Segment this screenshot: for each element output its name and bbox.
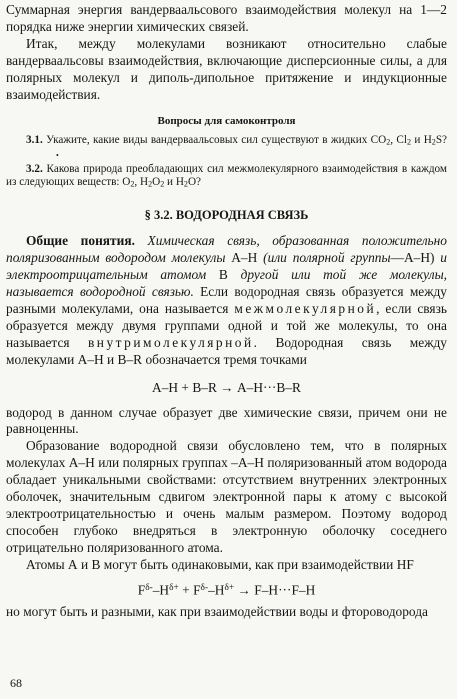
stray-mark: •	[56, 151, 59, 161]
questions-title: Вопросы для самоконтроля	[157, 115, 296, 128]
lead-term: Общие понятия.	[26, 233, 135, 249]
section-paragraph-5: но могут быть и разными, как при взаимодействии воды и фтороводорода	[6, 604, 428, 620]
question-3-2-number: 3.2.	[26, 162, 43, 175]
section-title: § 3.2. ВОДОРОДНАЯ СВЯЗЬ	[144, 208, 309, 223]
section-paragraph-3: Образование водородной связи обусловлено тем, что в полярных молекулах А–Н или полярных группах –А–Н поляризованный атом водорода обладает уникальными свойствами: отсутствием внутренних электронных оболочек, значительным сдвигом электронной пары к атому с высокой электроотрицательностью и очень малым размером. Поэтому водород способен глубоко внедряться в электронную оболочку соседнего отрицательно поляризованного атома.	[6, 438, 447, 555]
term-intermolecular: межмолекулярной	[234, 300, 377, 316]
question-3-1: 3.1. Укажите, какие виды вандерваальсовых сил существуют в жидких $CO_2$, $Cl_2$ и $H_2S?•$	[6, 134, 447, 162]
page-number: 68	[10, 676, 22, 690]
intro-paragraph-2: Итак, между молекулами возникают относительно слабые вандерваальсовы взаимодействия, включающие дисперсионные силы, а для полярных молекул и диполь-дипольное притяжение и индукционные взаимодействия.	[6, 35, 447, 102]
section-paragraph-4: Атомы А и В могут быть одинаковыми, как при взаимодействии HF	[26, 556, 414, 572]
section-paragraph-1: Общие понятия. Химическая связь, образованная положительно поляризованным водородом молекулы А–Н (или полярной группы—А–Н) и электроотрицательным атомом В другой или той же молекулы, называется водородной связью. Если водородная связь образуется между разными молекулами, она называется межмолекулярной, если связь образуется между двумя группами одной и той же молекулы, то она называется внутримолекулярной. Водородная связь между молекулами А–Н и В–R обозначается тремя точками	[6, 233, 448, 367]
section-paragraph-2: водород в данном случае образует две химические связи, причем они не равноценны.	[6, 404, 447, 437]
term-intramolecular: внутримолекулярной	[87, 334, 254, 350]
question-3-1-number: 3.1.	[26, 134, 43, 147]
document-page	[0, 2, 457, 699]
question-3-2: 3.2. Какова природа преобладающих сил межмолекулярного взаимодействия в каждом из следующих веществ: $O_2$, $H_2O_2$ и $H_2O$?	[6, 162, 447, 189]
formula-hf: $F^{\delta-}-H^{\delta+} + F^{\delta-}-H^{\delta+} \to F-H\cdot\cdot\cdot F-H$	[137, 582, 316, 598]
intro-paragraph-1: Суммарная энергия вандерваальсового взаимодействия молекул на 1—2 порядка ниже энергии химических связей.	[6, 2, 447, 34]
formula-hydrogen-bond: А–Н + В–R → А–Н···В–R	[152, 379, 301, 395]
